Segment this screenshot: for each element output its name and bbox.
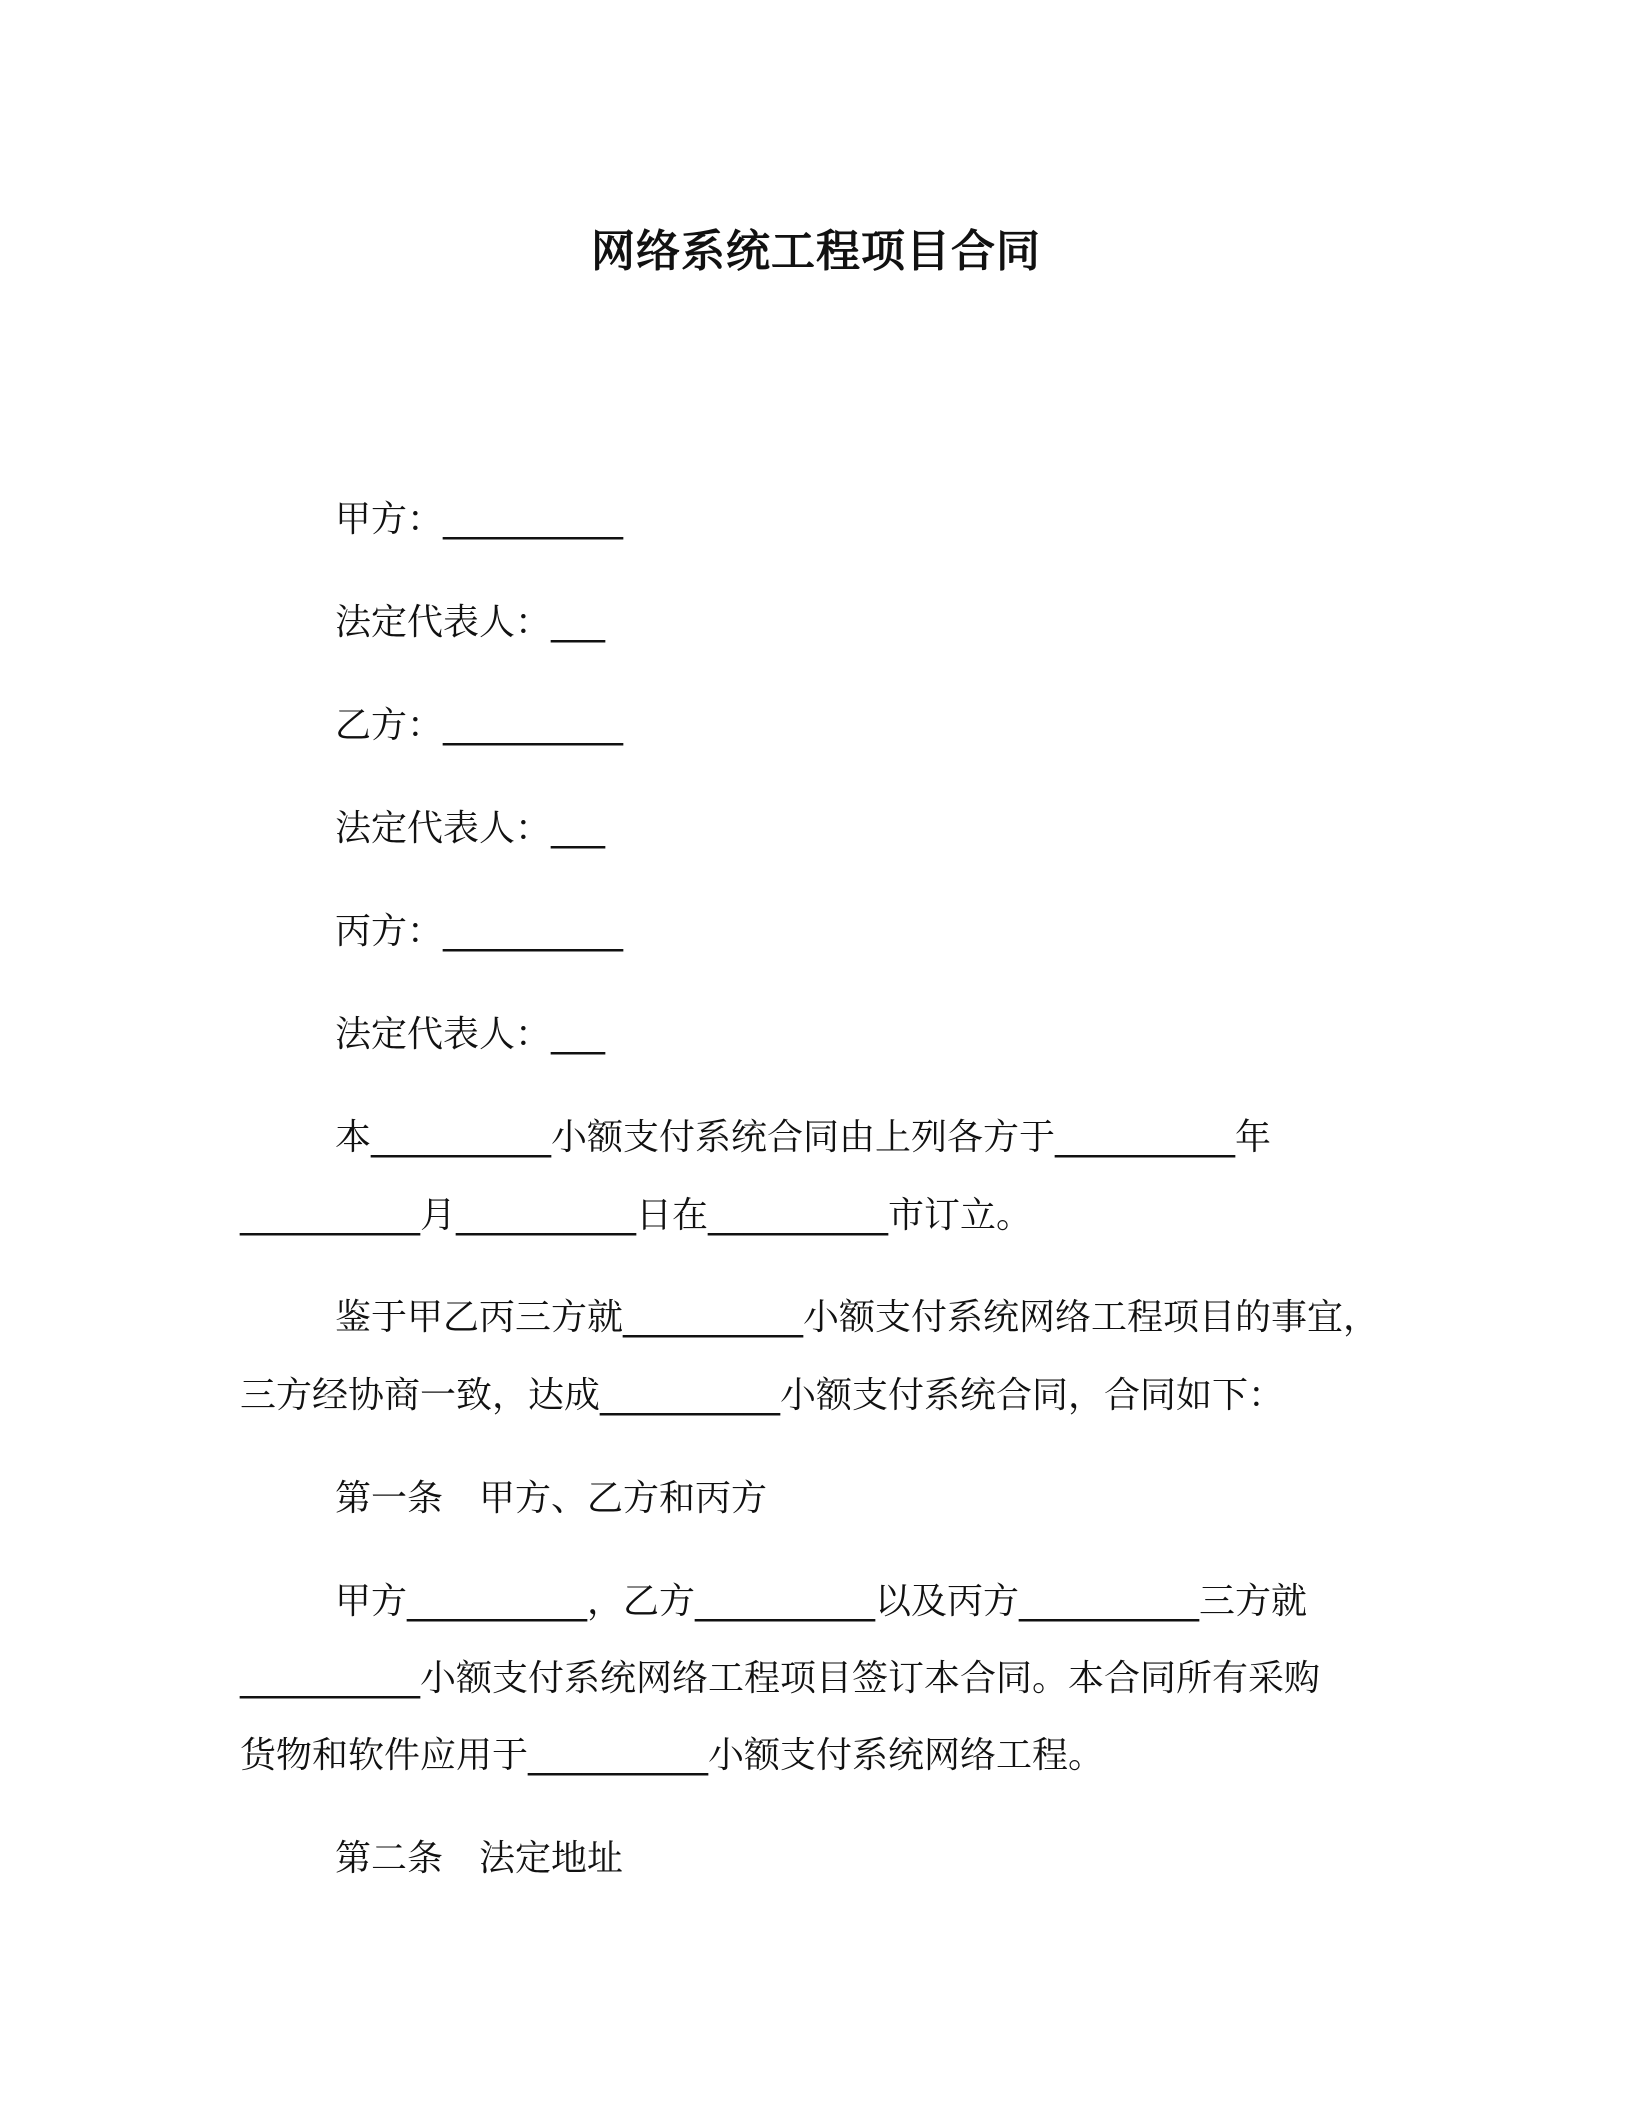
party-b-line: 乙方：__________ bbox=[335, 705, 624, 746]
paragraph-1-line-1: 本__________小额支付系统合同由上列各方于__________年 bbox=[335, 1117, 1272, 1158]
article-1-line-2: __________小额支付系统网络工程项目签订本合同。本合同所有采购 bbox=[240, 1658, 1321, 1699]
document-title: 网络系统工程项目合同 bbox=[591, 226, 1041, 277]
article-1-line-3: 货物和软件应用于__________小额支付系统网络工程。 bbox=[240, 1735, 1105, 1776]
party-a-line: 甲方：__________ bbox=[335, 499, 624, 540]
paragraph-2-line-2: 三方经协商一致，达成__________小额支付系统合同，合同如下： bbox=[240, 1375, 1285, 1416]
article-1-heading: 第一条 甲方、乙方和丙方 bbox=[335, 1478, 768, 1519]
paragraph-1-line-2: __________月__________日在__________市订立。 bbox=[240, 1195, 1033, 1236]
article-2-heading: 第二条 法定地址 bbox=[335, 1838, 624, 1879]
party-b-representative-line: 法定代表人：___ bbox=[335, 808, 606, 849]
party-c-line: 丙方：__________ bbox=[335, 911, 624, 952]
party-c-representative-line: 法定代表人：___ bbox=[335, 1014, 606, 1055]
party-a-representative-line: 法定代表人：___ bbox=[335, 602, 606, 643]
article-1-line-1: 甲方__________，乙方__________以及丙方__________三方就 bbox=[335, 1581, 1308, 1622]
paragraph-2-line-1: 鉴于甲乙丙三方就__________小额支付系统网络工程项目的事宜， bbox=[335, 1297, 1380, 1338]
